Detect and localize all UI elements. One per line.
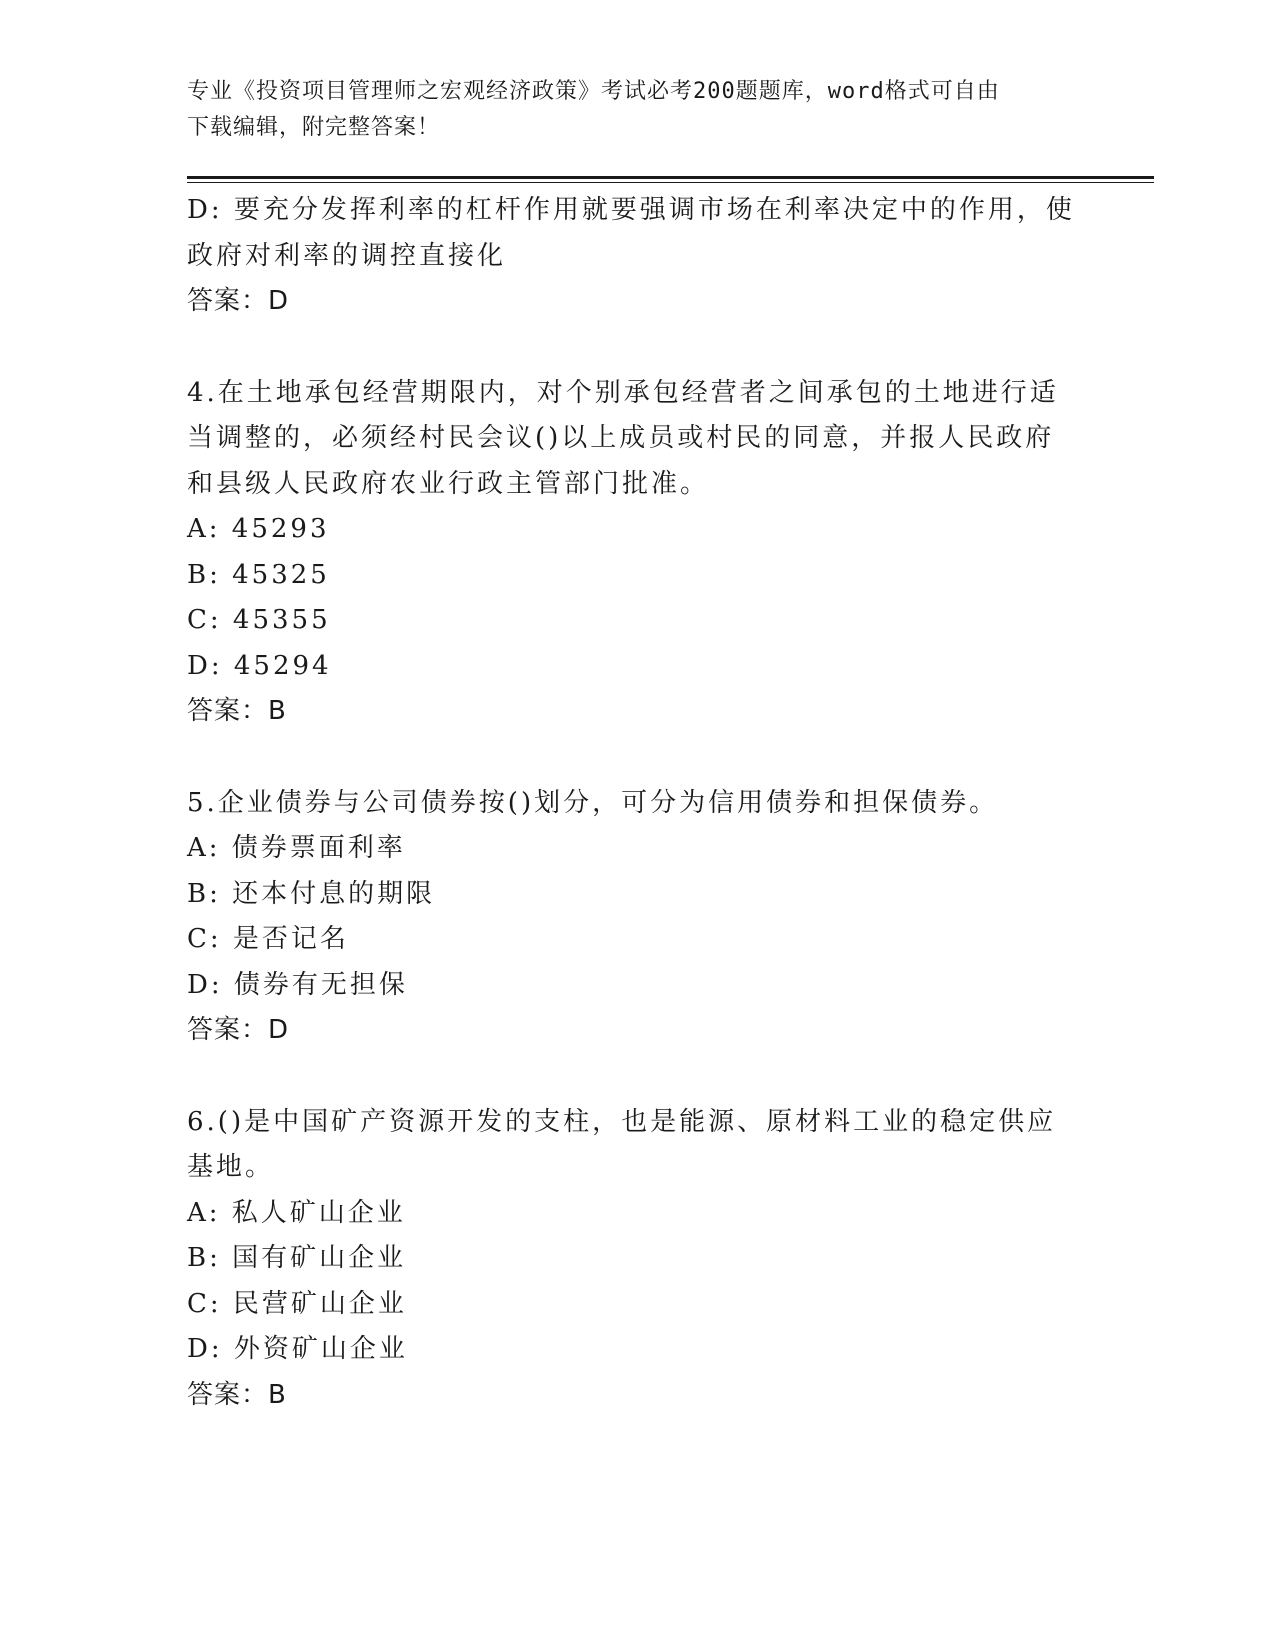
option-d: D: 45294	[187, 650, 332, 681]
answer-line: 答案：B	[187, 696, 287, 726]
question-text-line-1: 4.在土地承包经营期限内，对个别承包经营者之间承包的土地进行适	[187, 377, 1059, 408]
question-block-5	[187, 781, 1087, 1054]
option-b: B: 还本付息的期限	[187, 878, 436, 909]
option-c: C: 民营矿山企业	[187, 1288, 407, 1319]
question-text-line-1: 6.()是中国矿产资源开发的支柱，也是能源、原材料工业的稳定供应	[187, 1106, 1057, 1137]
question-text-line-1: 5.企业债券与公司债券按()划分，可分为信用债券和担保债券。	[187, 787, 999, 818]
document-body	[187, 188, 1087, 1418]
question-text-line-2: 基地。	[187, 1152, 275, 1182]
question-block-6	[187, 1100, 1087, 1419]
option-d-line-2: 政府对利率的调控直接化	[187, 240, 507, 271]
header-divider-thin	[187, 182, 1154, 183]
option-a: A: 私人矿山企业	[187, 1197, 406, 1228]
option-b: B: 45325	[187, 559, 330, 590]
option-a: A: 45293	[187, 514, 330, 544]
question-block-3	[187, 188, 1087, 325]
answer-line: 答案：D	[187, 1015, 290, 1045]
option-d-line-1: D: 要充分发挥利率的杠杆作用就要强调市场在利率决定中的作用，使	[187, 195, 1075, 225]
header-line-2: 下载编辑，附完整答案！	[187, 115, 441, 140]
question-block-4	[187, 371, 1087, 735]
option-c: C: 是否记名	[187, 924, 349, 954]
header-line-1: 专业《投资项目管理师之宏观经济政策》考试必考200题题库，word格式可自由	[187, 79, 1000, 104]
option-d: D: 债券有无担保	[187, 969, 408, 1000]
option-c: C: 45355	[187, 605, 331, 635]
header-divider-thick	[187, 176, 1154, 179]
option-a: A: 债券票面利率	[187, 833, 406, 863]
answer-line: 答案：B	[187, 1379, 287, 1410]
option-b: B: 国有矿山企业	[187, 1243, 407, 1273]
option-d: D: 外资矿山企业	[187, 1334, 408, 1364]
question-text-line-2: 当调整的，必须经村民会议()以上成员或村民的同意，并报人民政府	[187, 423, 1055, 453]
question-text-line-3: 和县级人民政府农业行政主管部门批准。	[187, 468, 710, 499]
answer-line: 答案：D	[187, 286, 290, 316]
document-header	[187, 74, 1067, 146]
